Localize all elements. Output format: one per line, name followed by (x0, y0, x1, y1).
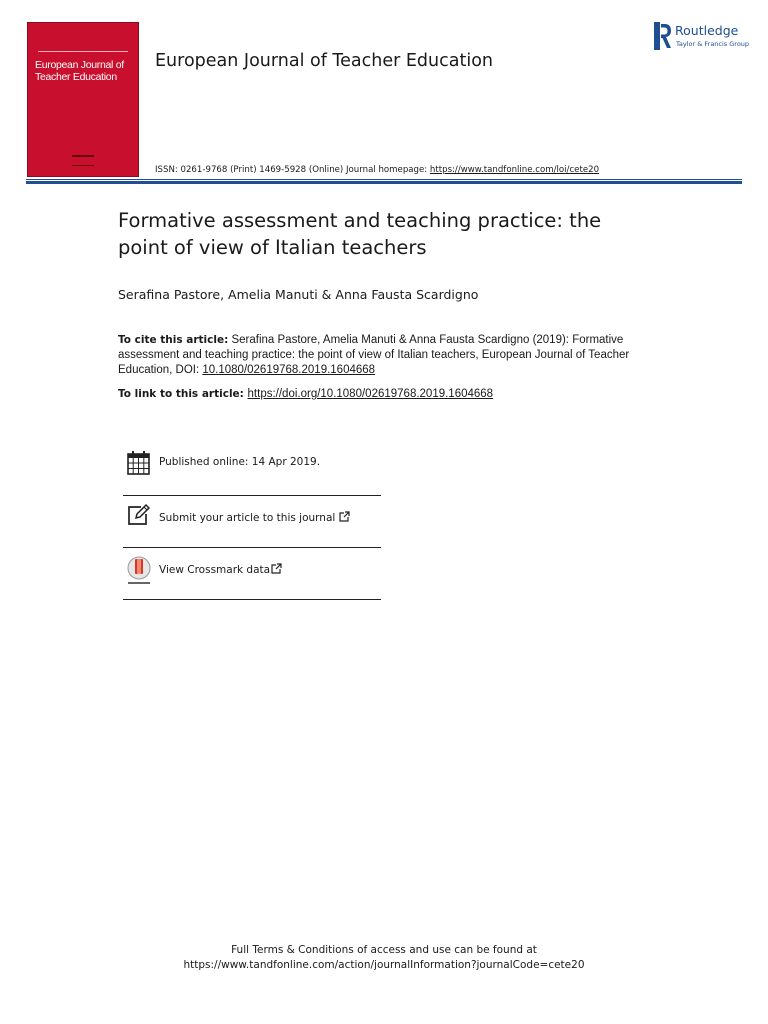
crossmark-item[interactable] (123, 548, 381, 600)
edit-icon (127, 502, 151, 528)
header-divider-thin (26, 179, 742, 180)
article-link-line (118, 388, 493, 400)
issn-text: ISSN: 0261-9768 (Print) 1469-5928 (Online) Journal homepage: (155, 165, 430, 175)
cover-rule (38, 51, 128, 52)
publisher-name: Routledge (675, 23, 739, 38)
submit-article-link[interactable] (159, 511, 350, 524)
issn-line (155, 165, 599, 175)
journal-cover-image[interactable] (27, 22, 139, 177)
routledge-r-icon (654, 22, 672, 50)
link-label: To link to this article: (118, 388, 248, 400)
cover-title-line: Teacher Education (35, 71, 117, 83)
article-authors: Serafina Pastore, Amelia Manuti & Anna Fausta Scardigno (118, 287, 479, 302)
cover-publisher-mark (72, 155, 94, 166)
cite-label: To cite this article: (118, 334, 229, 346)
terms-text: Full Terms & Conditions of access and use can be found at (231, 944, 537, 956)
article-title (118, 207, 678, 261)
cite-text: Serafina Pastore, Amelia Manuti & Anna Fausta Scardigno (2019): Formative assessment and teaching practice: the point of view of Italian teachers, European Journal of Teacher Education, DOI: (118, 334, 630, 376)
article-doi-link[interactable]: https://doi.org/10.1080/02619768.2019.1604668 (247, 388, 494, 400)
publisher-subtitle: Taylor & Francis Group (676, 40, 750, 48)
submit-article-item[interactable] (123, 496, 381, 548)
journal-homepage-link[interactable]: https://www.tandfonline.com/loi/cete20 (429, 165, 600, 175)
cover-title-line: European Journal of (35, 59, 124, 71)
article-title-line: Formative assessment and teaching practice: the (118, 209, 602, 232)
external-link-icon (339, 511, 350, 522)
article-title-line: point of view of Italian teachers (118, 236, 427, 259)
header-divider (26, 181, 742, 184)
info-divider (123, 599, 381, 600)
journal-title: European Journal of Teacher Education (155, 51, 494, 71)
cite-doi-link[interactable]: 10.1080/02619768.2019.1604668 (202, 364, 376, 376)
crossmark-icon (126, 556, 152, 586)
crossmark-link[interactable] (159, 563, 282, 576)
external-link-icon (271, 563, 282, 574)
terms-link[interactable]: https://www.tandfonline.com/action/journalInformation?journalCode=cete20 (183, 959, 585, 971)
citation-block (118, 333, 658, 378)
cover-title (35, 59, 134, 83)
submit-article-label: Submit your article to this journal (159, 512, 336, 524)
published-online-item (123, 442, 381, 494)
published-online-text: Published online: 14 Apr 2019. (159, 456, 321, 468)
terms-footer (0, 943, 768, 973)
calendar-icon (127, 450, 151, 476)
crossmark-label: View Crossmark data (159, 564, 271, 576)
publisher-logo[interactable] (654, 22, 750, 52)
